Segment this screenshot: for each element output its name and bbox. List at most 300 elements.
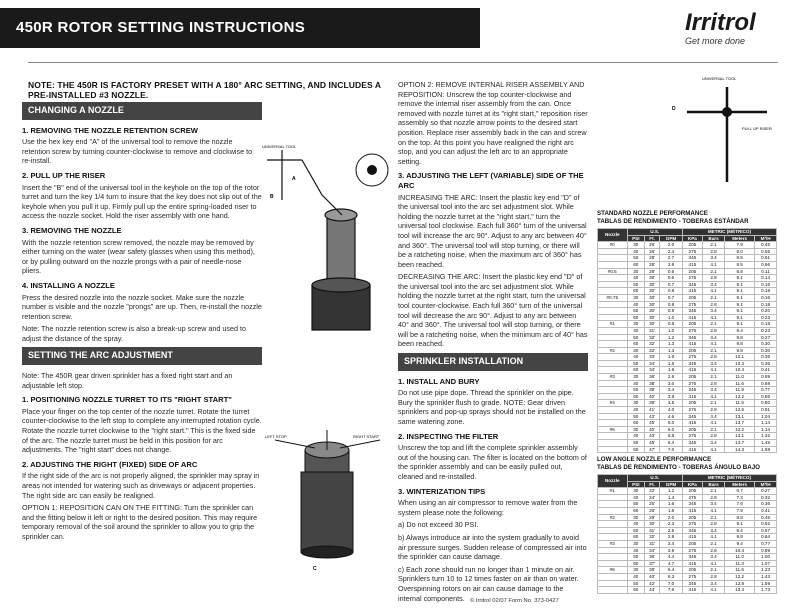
table-cell: 40 — [627, 433, 645, 440]
section-arc-adjustment: SETTING THE ARC ADJUSTMENT — [22, 347, 262, 365]
table-cell: 0.32 — [755, 494, 777, 501]
table-cell: 0.23 — [755, 314, 777, 321]
step-text: Use the hex key end "A" of the universal tool to remove the nozzle retention screw by turning counter-clockwise to remove and clockwise to re-install. — [22, 137, 253, 166]
table-cell: 2.1 — [702, 268, 724, 275]
table-cell: 3.4 — [702, 440, 724, 447]
table-cell: 10.4 — [725, 547, 755, 554]
th-nozzle: Nozzle — [598, 229, 628, 242]
table-cell: 34' — [645, 547, 660, 554]
table-row — [598, 281, 777, 288]
table-cell: 2.1 — [702, 321, 724, 328]
table-cell: 60 — [627, 560, 645, 567]
table-row — [598, 288, 777, 295]
table-cell: 60 — [627, 393, 645, 400]
table-cell: 50 — [627, 387, 645, 394]
table-cell — [598, 255, 628, 262]
table-cell: 13.7 — [725, 440, 755, 447]
table-cell: 60 — [627, 587, 645, 594]
table-cell: #4 — [598, 400, 628, 407]
table-cell: 2.1 — [702, 567, 724, 574]
table-cell: 275 — [682, 301, 702, 308]
th-nozzle: Nozzle — [598, 475, 628, 488]
table-cell: 0.5 — [660, 268, 683, 275]
table-row — [598, 547, 777, 554]
table-cell: 12.5 — [725, 407, 755, 414]
table-cell: 415 — [682, 341, 702, 348]
table-cell — [598, 387, 628, 394]
table-cell: 40 — [627, 547, 645, 554]
table-cell: 38' — [645, 567, 660, 574]
table-cell: 0.59 — [755, 374, 777, 381]
th-m: Meters — [725, 481, 755, 488]
table-cell: 2.8 — [702, 275, 724, 282]
table-cell: 2.0 — [660, 242, 683, 249]
table-cell: #6 — [598, 426, 628, 433]
table-cell: 2.1 — [702, 426, 724, 433]
table-cell: 2.1 — [702, 540, 724, 547]
table-cell: 205 — [682, 400, 702, 407]
table-cell: 7.3 — [725, 494, 755, 501]
table-cell: 45' — [645, 420, 660, 427]
th-psi: PSI — [627, 235, 645, 242]
table-cell: 1.0 — [660, 327, 683, 334]
table-cell: 8.5 — [725, 261, 755, 268]
table-cell: 1.59 — [755, 446, 777, 453]
table-cell: 40 — [627, 248, 645, 255]
table-cell: 0.11 — [755, 268, 777, 275]
table-cell: 0.41 — [755, 507, 777, 514]
table-row — [598, 294, 777, 301]
table-cell: 205 — [682, 294, 702, 301]
table-cell: 9.1 — [725, 321, 755, 328]
step-text: If the right side of the arc is not properly aligned, the sprinkler may spray in areas not intended for watering such as driveways or adjacent properties. The right side arc can easily be realigned. — [22, 471, 260, 500]
table-cell: 415 — [682, 507, 702, 514]
table-cell: 275 — [682, 354, 702, 361]
table-cell: 13.4 — [725, 587, 755, 594]
table-row — [598, 573, 777, 580]
table-cell: 40 — [627, 380, 645, 387]
table2-subtitle: TABLAS DE RENDIMIENTO - TOBERAS ÁNGULO BAJO — [597, 463, 760, 471]
table-row — [598, 248, 777, 255]
table-cell: 30 — [627, 268, 645, 275]
table-cell: 11.6 — [725, 400, 755, 407]
table-cell: 50 — [627, 413, 645, 420]
table-cell: 415 — [682, 446, 702, 453]
step-text: Do not use pipe dope. Thread the sprinkler on the pipe. Bury the sprinkler flush to grade. NOTE: Gear driven sprinklers and pop-up sprays should not be installed on the same watering zone. — [398, 388, 586, 426]
table-row — [598, 514, 777, 521]
table-cell: 30 — [627, 321, 645, 328]
table-cell: 30 — [627, 426, 645, 433]
tip-a: a) Do not exceed 30 PSI. — [398, 520, 479, 530]
table-cell — [598, 446, 628, 453]
table-cell: 30 — [627, 400, 645, 407]
table-cell — [598, 393, 628, 400]
table-cell: 0.27 — [755, 334, 777, 341]
table-cell: 345 — [682, 413, 702, 420]
table-cell: 30 — [627, 540, 645, 547]
table-cell: 40 — [627, 573, 645, 580]
table-cell: 26' — [645, 242, 660, 249]
table-cell: 3.4 — [702, 360, 724, 367]
table-cell: 9.1 — [725, 281, 755, 288]
table-cell: 30' — [645, 301, 660, 308]
table-cell: 275 — [682, 521, 702, 528]
table-cell: 2.8 — [702, 407, 724, 414]
table-cell: 3.5 — [660, 400, 683, 407]
table-row — [598, 560, 777, 567]
table-cell: 3.0 — [660, 380, 683, 387]
table-cell: 4.4 — [660, 554, 683, 561]
table-cell — [598, 547, 628, 554]
table-row — [598, 567, 777, 574]
table-cell — [598, 573, 628, 580]
table-cell: 1.07 — [755, 560, 777, 567]
table-row — [598, 360, 777, 367]
table-cell: 60 — [627, 341, 645, 348]
table-cell: 415 — [682, 288, 702, 295]
arc-adjust-illustration — [265, 430, 390, 600]
step-text: Place your finger on the top center of the nozzle turret. Rotate the turret counter-clockwise to the left stop to complete any interrupted rotation cycle. Rotate the nozzle turret clockwise to the "right start." This is the fixed side of the arc. The nozzle turret must be held in this position for arc adjustments. The "right start" does not change. — [22, 406, 262, 455]
table-cell: 9.8 — [725, 334, 755, 341]
table-cell — [598, 334, 628, 341]
table-cell: 9.8 — [725, 534, 755, 541]
table-cell: 0.36 — [755, 360, 777, 367]
table-cell: 41' — [645, 407, 660, 414]
table-cell: 3.4 — [660, 540, 683, 547]
table-cell: 3.4 — [702, 334, 724, 341]
table-cell: 38' — [645, 380, 660, 387]
table-cell: 1.00 — [755, 554, 777, 561]
table-cell: 205 — [682, 321, 702, 328]
table-cell: 13.7 — [725, 420, 755, 427]
table-cell: 1.3 — [660, 347, 683, 354]
table-cell — [598, 275, 628, 282]
table-cell: 36' — [645, 554, 660, 561]
table-cell: 1.6 — [660, 501, 683, 508]
table-cell: 60 — [627, 534, 645, 541]
table-cell: 2.1 — [702, 400, 724, 407]
table-cell: 39' — [645, 387, 660, 394]
table-cell — [598, 281, 628, 288]
table-cell: 43' — [645, 433, 660, 440]
table-cell: 40 — [627, 327, 645, 334]
table-cell — [598, 521, 628, 528]
universal-tool-illustration — [672, 72, 782, 202]
table-row — [598, 413, 777, 420]
table-cell: 2.1 — [702, 374, 724, 381]
table1-title: STANDARD NOZZLE PERFORMANCE — [597, 210, 708, 217]
table2-title: LOW ANGLE NOZZLE PERFORMANCE — [597, 456, 712, 463]
table-cell: 2.1 — [702, 294, 724, 301]
table-cell: 5.4 — [660, 567, 683, 574]
table-cell: 6.7 — [725, 488, 755, 495]
table-cell: 11.9 — [725, 387, 755, 394]
table-cell: 0.80 — [755, 400, 777, 407]
table-row — [598, 321, 777, 328]
table-cell: 2.9 — [660, 261, 683, 268]
table-cell: 47' — [645, 446, 660, 453]
table-cell: 0.86 — [755, 393, 777, 400]
table-cell: 205 — [682, 567, 702, 574]
table1-subtitle: TABLAS DE RENDIMIENTO - TOBERAS ESTÁNDAR — [597, 217, 749, 225]
table-cell: 415 — [682, 367, 702, 374]
table-cell: 3.4 — [702, 527, 724, 534]
middle-column — [398, 80, 588, 606]
step-heading: 3. ADJUSTING THE LEFT (VARIABLE) SIDE OF THE ARC — [398, 171, 584, 190]
table-cell: 3.4 — [702, 501, 724, 508]
table-cell — [598, 580, 628, 587]
table-cell: 0.36 — [755, 501, 777, 508]
table-cell: 275 — [682, 275, 702, 282]
table-cell: 4.1 — [702, 314, 724, 321]
table-row — [598, 374, 777, 381]
th-m3h: M³/H — [755, 235, 777, 242]
step-heading: 1. INSTALL AND BURY — [398, 376, 480, 386]
table-cell: 4.1 — [702, 507, 724, 514]
table-cell: 0.27 — [755, 488, 777, 495]
table-cell: 2.8 — [702, 547, 724, 554]
table-cell: #2 — [598, 347, 628, 354]
table-cell: 205 — [682, 347, 702, 354]
step-text: Unscrew the top and lift the complete sprinkler assembly out of the housing can. The filter is located on the bottom of the sprinkler assembly and can be easily pulled out, cleaned and re-installed. — [398, 443, 587, 481]
table2-title-block — [597, 456, 760, 471]
table-cell: 60 — [627, 288, 645, 295]
table-cell: 0.16 — [755, 294, 777, 301]
table-cell: 50 — [627, 334, 645, 341]
table-cell: 0.8 — [660, 288, 683, 295]
table-row — [598, 440, 777, 447]
table-row — [598, 433, 777, 440]
table-cell: 30' — [645, 275, 660, 282]
table-cell: 9.1 — [725, 314, 755, 321]
table-cell: 30' — [645, 288, 660, 295]
table-cell: 40 — [627, 407, 645, 414]
table-cell: 0.55 — [755, 248, 777, 255]
table-cell: 1.32 — [755, 433, 777, 440]
table-row — [598, 580, 777, 587]
table-cell: 11.3 — [725, 560, 755, 567]
table-cell: 345 — [682, 281, 702, 288]
table-cell: 30 — [627, 567, 645, 574]
table-row — [598, 314, 777, 321]
table-cell: 3.4 — [702, 413, 724, 420]
brand-tagline: Get more done — [685, 36, 746, 46]
footer-form-number: © Irritrol 02/07 Form No. 373-0427 — [470, 598, 559, 604]
table-cell: 50 — [627, 580, 645, 587]
table-cell: 4.1 — [702, 393, 724, 400]
table-cell: 10.4 — [725, 367, 755, 374]
table-cell: 1.8 — [660, 367, 683, 374]
table-cell: #0 — [598, 242, 628, 249]
table-row — [598, 488, 777, 495]
section-changing-nozzle: CHANGING A NOZZLE — [22, 102, 262, 120]
table-cell: 4.7 — [660, 560, 683, 567]
table-cell: 33' — [645, 354, 660, 361]
table-cell: 11.0 — [725, 554, 755, 561]
table-cell — [598, 440, 628, 447]
table-cell: 30 — [627, 347, 645, 354]
step-note: Note: The nozzle retention screw is also a break-up screw and used to adjust the distance of the spray. — [22, 324, 246, 343]
table-cell: 11.6 — [725, 380, 755, 387]
table-cell — [598, 407, 628, 414]
table-cell: 1.14 — [755, 420, 777, 427]
table-cell: 50 — [627, 554, 645, 561]
table-cell: 9.8 — [725, 347, 755, 354]
table-cell: #2 — [598, 514, 628, 521]
th-metric: METRIC (MÉTRICO) — [682, 475, 776, 482]
table-cell: 11.6 — [725, 567, 755, 574]
table-cell — [598, 413, 628, 420]
table-row — [598, 507, 777, 514]
step-text: OPTION 1: REPOSITION CAN ON THE FITTING: Turn the sprinkler can and the fitting below it left or right to the desired position. This may require temporary removal of the soil around the sprinkler to allow you to grip the sprinkler can. — [22, 503, 258, 541]
table-cell: 1.73 — [755, 587, 777, 594]
table-cell: 205 — [682, 242, 702, 249]
step-heading: 1. REMOVING THE NOZZLE RETENTION SCREW — [22, 125, 198, 135]
table-cell: 3.4 — [660, 387, 683, 394]
table-cell: 30 — [627, 242, 645, 249]
table-cell: 32' — [645, 534, 660, 541]
table-cell — [598, 301, 628, 308]
table-cell: 9.4 — [725, 527, 755, 534]
table-cell: 12.8 — [725, 580, 755, 587]
table-cell: 40' — [645, 573, 660, 580]
step-heading: 4. INSTALLING A NOZZLE — [22, 280, 115, 290]
riser-illustration — [262, 140, 392, 340]
table-cell — [598, 433, 628, 440]
table-cell: 205 — [682, 374, 702, 381]
table-cell: 32' — [645, 341, 660, 348]
table-cell: 3.4 — [702, 308, 724, 315]
table-cell: 205 — [682, 488, 702, 495]
table-cell: 0.45 — [755, 242, 777, 249]
table-cell: 345 — [682, 527, 702, 534]
table-cell: 0.30 — [755, 347, 777, 354]
table-cell: 9.1 — [725, 288, 755, 295]
table-cell: 415 — [682, 314, 702, 321]
table-cell: #1 — [598, 321, 628, 328]
table-cell — [598, 560, 628, 567]
table-row — [598, 367, 777, 374]
table-cell: 0.66 — [755, 261, 777, 268]
table-cell: 9.4 — [725, 327, 755, 334]
table-cell — [598, 380, 628, 387]
table1-title-block — [597, 210, 749, 225]
table-cell: 0.30 — [755, 341, 777, 348]
table-cell: 1.0 — [660, 314, 683, 321]
table-cell: 3.8 — [660, 393, 683, 400]
table-cell — [598, 587, 628, 594]
table-cell: 0.8 — [660, 301, 683, 308]
table-cell: 0.36 — [755, 354, 777, 361]
table-cell: 60 — [627, 261, 645, 268]
arc-note: Note: The 450R gear driven sprinkler has a fixed right start and an adjustable left stop. — [22, 371, 233, 390]
table-row — [598, 534, 777, 541]
table-cell: 28' — [645, 255, 660, 262]
table-cell: 1.2 — [660, 334, 683, 341]
table-cell: 9.1 — [725, 308, 755, 315]
table-cell: 2.3 — [660, 521, 683, 528]
table-cell: 31' — [645, 527, 660, 534]
table-cell: 5.8 — [660, 433, 683, 440]
table-cell: 275 — [682, 407, 702, 414]
table-cell: 6.3 — [660, 573, 683, 580]
th-kpa: KPa — [682, 235, 702, 242]
table-cell: 2.8 — [702, 494, 724, 501]
table-cell: 2.8 — [702, 354, 724, 361]
table-cell — [598, 354, 628, 361]
low-angle-nozzle-table — [597, 474, 777, 594]
table-cell: 30' — [645, 308, 660, 315]
table-cell: 345 — [682, 360, 702, 367]
table-cell: 50 — [627, 360, 645, 367]
table-row — [598, 341, 777, 348]
table-cell: 25' — [645, 501, 660, 508]
th-psi: PSI — [627, 481, 645, 488]
table-cell: 205 — [682, 540, 702, 547]
th-bars: Bars — [702, 481, 724, 488]
table-cell — [598, 507, 628, 514]
th-ft: Ft. — [645, 481, 660, 488]
table-cell: #1 — [598, 488, 628, 495]
table-cell: 38' — [645, 400, 660, 407]
table-cell — [598, 360, 628, 367]
table-cell: 34' — [645, 360, 660, 367]
table-cell: 9.4 — [725, 540, 755, 547]
table-cell: 30 — [627, 514, 645, 521]
header-divider — [28, 62, 778, 63]
table-row — [598, 387, 777, 394]
table-row — [598, 268, 777, 275]
table-cell: 40' — [645, 393, 660, 400]
step-text: Insert the "B" end of the universal tool in the keyhole on the top of the rotor turret and turn the key 1/4 turn to insure that the key does not slip out of the keyhole when you pull it up. Firmly pull up the entire spring-loaded riser to access the nozzle socket. Hold the riser assembly with one hand. — [22, 182, 262, 221]
table-cell: 8.8 — [725, 268, 755, 275]
table-cell: 7.6 — [725, 501, 755, 508]
step-heading: 1. POSITIONING NOZZLE TURRET TO ITS "RIGHT START" — [22, 395, 232, 405]
table-cell: 0.91 — [755, 407, 777, 414]
table-cell: 415 — [682, 587, 702, 594]
left-column — [22, 98, 262, 545]
table-cell: 29' — [645, 268, 660, 275]
table-cell: 275 — [682, 547, 702, 554]
table-cell: 275 — [682, 573, 702, 580]
table-cell: 11.0 — [725, 374, 755, 381]
table-cell: 37' — [645, 560, 660, 567]
table-cell: 275 — [682, 494, 702, 501]
table-cell: 12.2 — [725, 426, 755, 433]
table-cell: 1.6 — [660, 354, 683, 361]
table-cell: 275 — [682, 327, 702, 334]
table-cell: 50 — [627, 281, 645, 288]
label-d: D — [672, 106, 676, 112]
table-cell: 345 — [682, 440, 702, 447]
table-cell: 2.6 — [660, 374, 683, 381]
table-cell: 14.3 — [725, 446, 755, 453]
table-cell: 4.1 — [702, 587, 724, 594]
table-cell: 9.1 — [725, 301, 755, 308]
table-cell: 4.6 — [660, 413, 683, 420]
table-cell: 30' — [645, 521, 660, 528]
table-cell: 345 — [682, 255, 702, 262]
table-cell: 275 — [682, 248, 702, 255]
table-cell: 9.1 — [725, 275, 755, 282]
table-cell: 6.4 — [660, 440, 683, 447]
table-cell: 2.0 — [660, 514, 683, 521]
step-text: Press the desired nozzle into the nozzle socket. Make sure the nozzle number is visible and the nozzle "prongs" are up. Then, re-install the nozzle retention screw. — [22, 292, 262, 321]
table-row — [598, 347, 777, 354]
table-cell: 40 — [627, 275, 645, 282]
table-cell: 1.4 — [660, 494, 683, 501]
table-cell: 0.77 — [755, 387, 777, 394]
